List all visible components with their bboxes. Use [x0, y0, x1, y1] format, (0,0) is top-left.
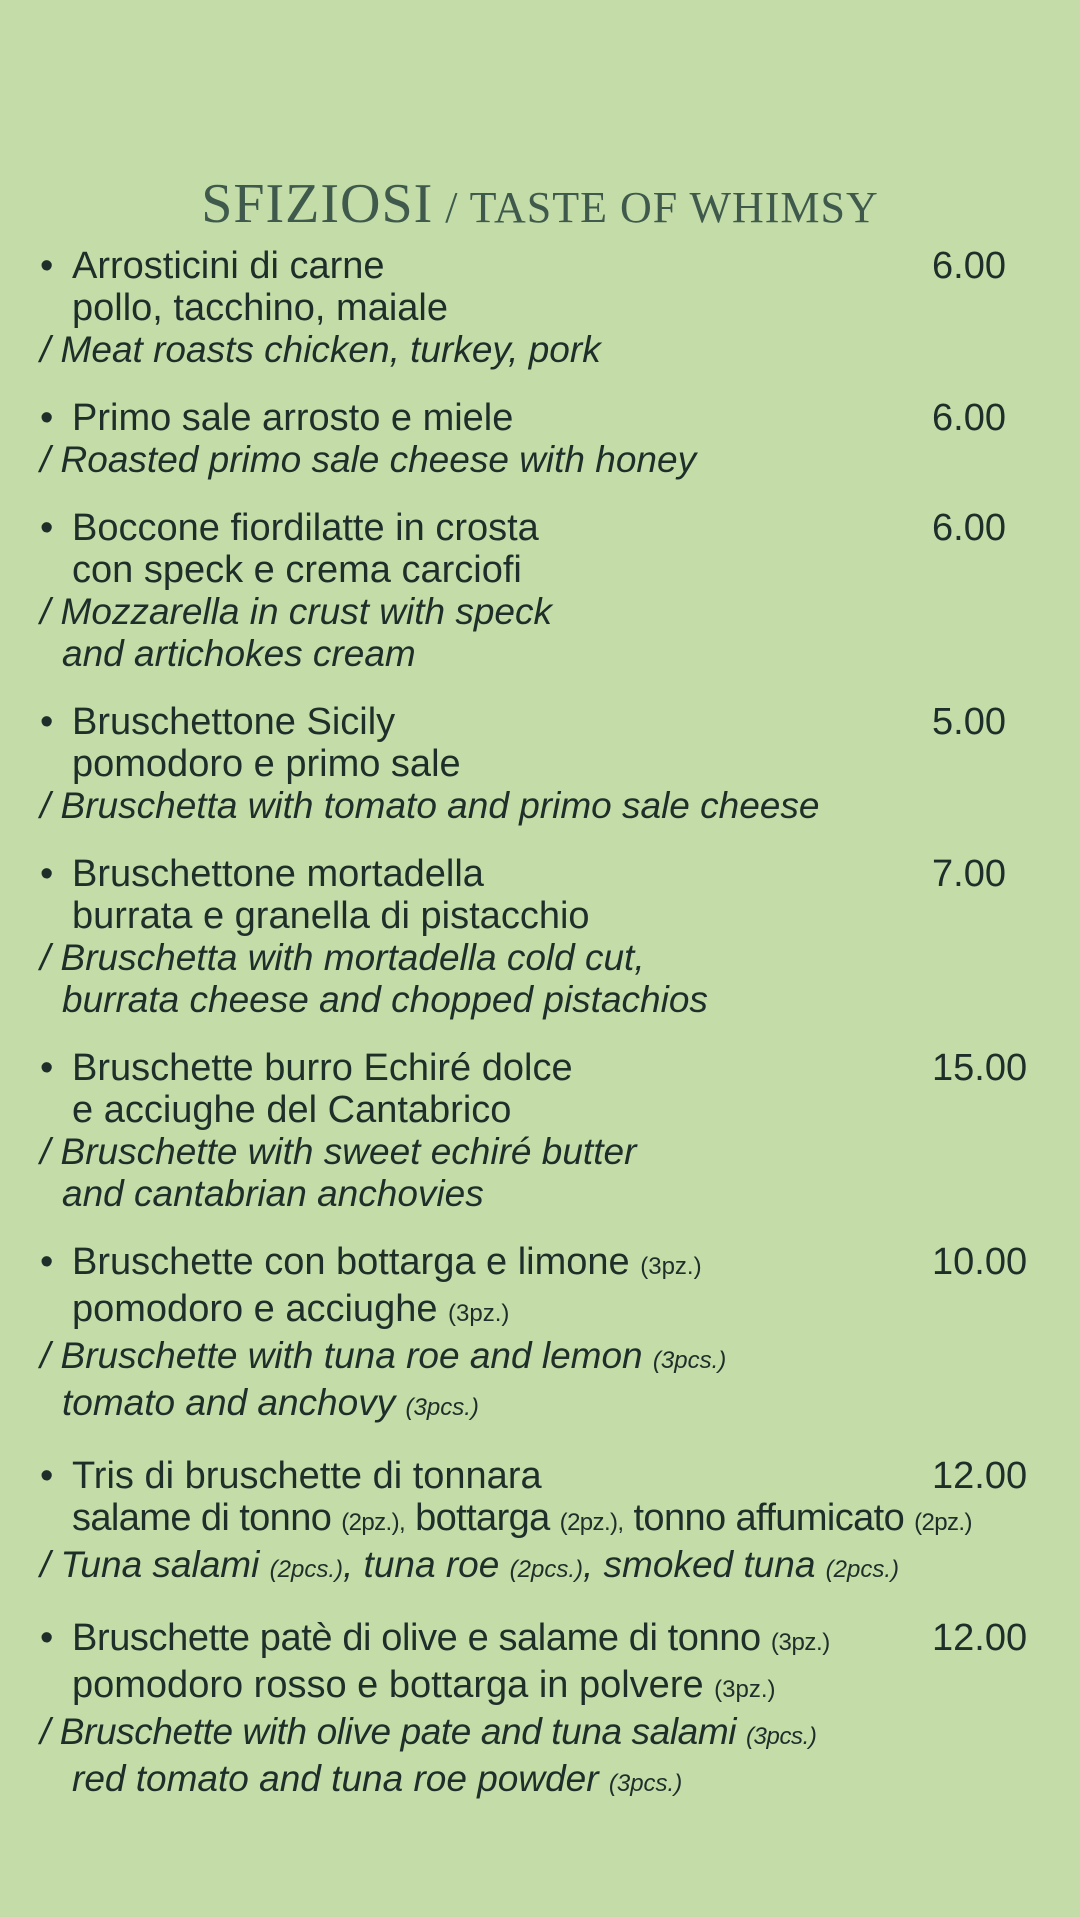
item-name-english: / Roasted primo sale cheese with honey	[40, 439, 697, 480]
menu-section-title	[0, 172, 1080, 236]
item-price: 5.00	[932, 701, 1006, 743]
item-price: 6.00	[932, 397, 1006, 439]
item-description-italian: pomodoro e primo sale	[72, 743, 461, 785]
bullet-icon: •	[40, 701, 54, 743]
item-description-english: and artichokes cream	[62, 633, 416, 674]
item-price: 15.00	[932, 1047, 1028, 1089]
quantity-note: (2pcs.)	[269, 1556, 343, 1583]
menu-item	[40, 507, 1060, 675]
item-description-italian: pomodoro rosso e bottarga in polvere	[72, 1664, 704, 1706]
bullet-icon: •	[40, 245, 54, 287]
quantity-note: (3pcs.)	[652, 1347, 727, 1374]
quantity-note: (2pz.)	[914, 1509, 972, 1536]
menu-item	[40, 245, 1060, 371]
item-price: 12.00	[932, 1455, 1028, 1497]
item-name-italian: Bruschettone Sicily	[72, 701, 396, 743]
quantity-note: (2pcs.)	[509, 1556, 583, 1583]
quantity-note: (3pcs.)	[745, 1723, 817, 1750]
quantity-note: (2pz.),	[341, 1509, 406, 1536]
item-name-english: / Bruschetta with tomato and primo sale cheese	[40, 785, 820, 826]
item-name-italian: Arrosticini di carne	[72, 245, 385, 287]
menu-item	[40, 701, 1060, 827]
item-price: 7.00	[932, 853, 1006, 895]
item-name-english: / Tuna salami (2pcs.), tuna roe (2pcs.), smoked tuna (2pcs.)	[40, 1544, 900, 1585]
item-description-italian: pomodoro e acciughe	[72, 1288, 438, 1330]
item-name-italian: Tris di bruschette di tonnara	[72, 1455, 542, 1497]
bullet-icon: •	[40, 1241, 54, 1283]
item-description-english: tomato and anchovy	[62, 1382, 396, 1423]
quantity-note: (3pz.)	[448, 1300, 510, 1327]
item-description-english: red tomato and tuna roe powder	[72, 1758, 599, 1799]
item-price: 6.00	[932, 507, 1006, 549]
item-name-english: / Bruschette with sweet echiré butter	[40, 1131, 637, 1172]
item-price: 12.00	[932, 1617, 1028, 1659]
bullet-icon: •	[40, 1455, 54, 1497]
item-name-italian: Primo sale arrosto e miele	[72, 397, 514, 439]
quantity-note: (2pz.),	[559, 1509, 624, 1536]
item-price: 10.00	[932, 1241, 1028, 1283]
item-price: 6.00	[932, 245, 1006, 287]
item-name-english: / Bruschette with tuna roe and lemon	[40, 1335, 643, 1376]
menu-item	[40, 1617, 1060, 1805]
section-title-italian: SFIZIOSI	[201, 173, 434, 235]
bullet-icon: •	[40, 1617, 53, 1659]
item-name-english: / Bruschette with olive pate and tuna salami	[40, 1711, 737, 1752]
item-description-italian: salame di tonno (2pz.), bottarga (2pz.), tonno affumicato (2pz.)	[72, 1497, 972, 1539]
item-name-italian: Bruschettone mortadella	[72, 853, 484, 895]
menu-items-list	[40, 245, 1060, 1831]
quantity-note: (3pcs.)	[405, 1394, 479, 1421]
quantity-note: (3pz.)	[714, 1676, 776, 1703]
section-title-english: / TASTE OF WHIMSY	[433, 183, 879, 232]
item-name-italian: Bruschette patè di olive e salame di tonno	[72, 1617, 761, 1659]
item-description-italian: e acciughe del Cantabrico	[72, 1089, 512, 1131]
item-name-italian: Boccone fiordilatte in crosta	[72, 507, 539, 549]
quantity-note: (3pz.)	[640, 1253, 702, 1280]
menu-item	[40, 853, 1060, 1021]
item-description-english: and cantabrian anchovies	[62, 1173, 484, 1214]
bullet-icon: •	[40, 397, 54, 439]
item-name-english: / Mozzarella in crust with speck	[40, 591, 553, 632]
item-name-italian: Bruschette burro Echiré dolce	[72, 1047, 573, 1089]
bullet-icon: •	[40, 1047, 54, 1089]
menu-item	[40, 1455, 1060, 1591]
item-name-italian: Bruschette con bottarga e limone	[72, 1241, 630, 1283]
menu-item	[40, 397, 1060, 481]
item-description-english: burrata cheese and chopped pistachios	[62, 979, 708, 1020]
item-description-italian: burrata e granella di pistacchio	[72, 895, 590, 937]
quantity-note: (2pcs.)	[825, 1556, 900, 1583]
quantity-note: (3pcs.)	[608, 1770, 683, 1797]
bullet-icon: •	[40, 853, 54, 895]
quantity-note: (3pz.)	[770, 1629, 830, 1656]
menu-item	[40, 1047, 1060, 1215]
item-name-english: / Bruschetta with mortadella cold cut,	[40, 937, 645, 978]
menu-item	[40, 1241, 1060, 1429]
item-name-english: / Meat roasts chicken, turkey, pork	[40, 329, 601, 370]
bullet-icon: •	[40, 507, 54, 549]
item-description-italian: pollo, tacchino, maiale	[72, 287, 448, 329]
item-description-italian: con speck e crema carciofi	[72, 549, 522, 591]
